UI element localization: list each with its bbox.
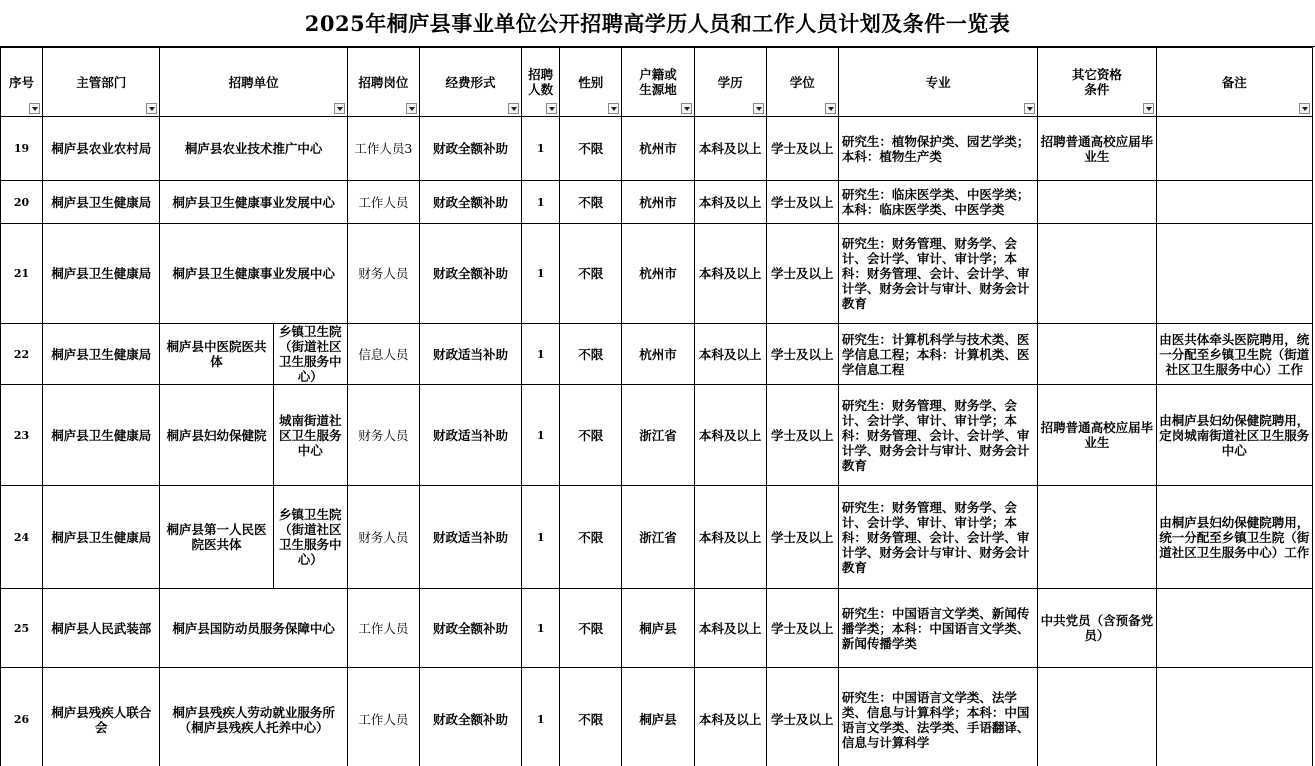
filter-dropdown-icon[interactable] (406, 103, 417, 114)
cell-post: 工作人员 (347, 181, 419, 224)
cell-subunit: 乡镇卫生院（街道社区卫生服务中心） (273, 324, 347, 385)
cell-funding: 财政全额补助 (419, 117, 521, 181)
cell-degree: 学士及以上 (766, 117, 838, 181)
cell-gender: 不限 (560, 117, 622, 181)
cell-unit: 桐庐县国防动员服务保障中心 (160, 589, 347, 668)
cell-dept: 桐庐县卫生健康局 (43, 224, 160, 324)
filter-dropdown-icon[interactable] (508, 103, 519, 114)
cell-degree: 学士及以上 (766, 324, 838, 385)
cell-origin: 桐庐县 (622, 589, 694, 668)
cell-post: 工作人员 (347, 668, 419, 766)
cell-unit: 桐庐县农业技术推广中心 (160, 117, 347, 181)
cell-count: 1 (522, 385, 560, 486)
cell-dept: 桐庐县人民武装部 (43, 589, 160, 668)
cell-edu: 本科及以上 (694, 324, 766, 385)
cell-note: 由医共体牵头医院聘用，统一分配至乡镇卫生院（街道社区卫生服务中心）工作 (1156, 324, 1312, 385)
cell-count: 1 (522, 324, 560, 385)
table-row (1, 117, 1313, 181)
cell-edu: 本科及以上 (694, 589, 766, 668)
cell-seq: 26 (1, 668, 43, 766)
cell-count: 1 (522, 668, 560, 766)
cell-note (1156, 224, 1312, 324)
cell-edu: 本科及以上 (694, 181, 766, 224)
table-row (1, 324, 1313, 385)
cell-dept: 桐庐县卫生健康局 (43, 385, 160, 486)
cell-count: 1 (522, 589, 560, 668)
cell-major: 研究生：植物保护类、园艺学类；本科：植物生产类 (838, 117, 1037, 181)
cell-count: 1 (522, 117, 560, 181)
cell-post: 财务人员 (347, 385, 419, 486)
cell-gender: 不限 (560, 385, 622, 486)
cell-subunit: 乡镇卫生院（街道社区卫生服务中心） (273, 486, 347, 589)
header-dept: 主管部门 (43, 48, 160, 117)
cell-seq: 19 (1, 117, 43, 181)
cell-funding: 财政适当补助 (419, 324, 521, 385)
cell-funding: 财政全额补助 (419, 589, 521, 668)
cell-dept: 桐庐县卫生健康局 (43, 486, 160, 589)
cell-seq: 24 (1, 486, 43, 589)
cell-dept: 桐庐县卫生健康局 (43, 324, 160, 385)
cell-other (1038, 668, 1156, 766)
cell-note (1156, 117, 1312, 181)
filter-dropdown-icon[interactable] (146, 103, 157, 114)
cell-origin: 浙江省 (622, 486, 694, 589)
cell-origin: 杭州市 (622, 324, 694, 385)
cell-unit: 桐庐县卫生健康事业发展中心 (160, 224, 347, 324)
cell-note (1156, 668, 1312, 766)
filter-dropdown-icon[interactable] (29, 103, 40, 114)
cell-other (1038, 224, 1156, 324)
header-unit: 招聘单位 (160, 48, 347, 117)
header-count: 招聘人数 (522, 48, 560, 117)
header-gender: 性别 (560, 48, 622, 117)
cell-edu: 本科及以上 (694, 117, 766, 181)
filter-dropdown-icon[interactable] (1024, 103, 1035, 114)
cell-post: 财务人员 (347, 224, 419, 324)
filter-dropdown-icon[interactable] (546, 103, 557, 114)
header-origin: 户籍或生源地 (622, 48, 694, 117)
cell-note (1156, 589, 1312, 668)
cell-gender: 不限 (560, 181, 622, 224)
cell-unit: 桐庐县残疾人劳动就业服务所（桐庐县残疾人托养中心） (160, 668, 347, 766)
cell-post: 工作人员 (347, 589, 419, 668)
cell-edu: 本科及以上 (694, 486, 766, 589)
cell-unit: 桐庐县卫生健康事业发展中心 (160, 181, 347, 224)
cell-other: 中共党员（含预备党员） (1038, 589, 1156, 668)
cell-major: 研究生：计算机科学与技术类、医学信息工程；本科：计算机类、医学信息工程 (838, 324, 1037, 385)
filter-dropdown-icon[interactable] (753, 103, 764, 114)
cell-seq: 21 (1, 224, 43, 324)
cell-count: 1 (522, 486, 560, 589)
table-row (1, 486, 1313, 589)
header-funding: 经费形式 (419, 48, 521, 117)
recruitment-table (0, 47, 1313, 766)
cell-funding: 财政全额补助 (419, 668, 521, 766)
table-row (1, 224, 1313, 324)
cell-edu: 本科及以上 (694, 385, 766, 486)
cell-funding: 财政全额补助 (419, 181, 521, 224)
cell-degree: 学士及以上 (766, 589, 838, 668)
cell-major: 研究生：中国语言文学类、法学类、信息与计算科学；本科：中国语言文学类、法学类、手语翻译、信息与计算科学 (838, 668, 1037, 766)
cell-edu: 本科及以上 (694, 668, 766, 766)
filter-dropdown-icon[interactable] (334, 103, 345, 114)
cell-seq: 20 (1, 181, 43, 224)
cell-gender: 不限 (560, 324, 622, 385)
cell-gender: 不限 (560, 589, 622, 668)
header-row (1, 48, 1313, 117)
header-degree: 学位 (766, 48, 838, 117)
filter-dropdown-icon[interactable] (825, 103, 836, 114)
cell-gender: 不限 (560, 224, 622, 324)
cell-major: 研究生：财务管理、财务学、会计、会计学、审计、审计学；本科：财务管理、会计、会计学、审计学、财务会计与审计、财务会计教育 (838, 486, 1037, 589)
cell-major: 研究生：临床医学类、中医学类；本科：临床医学类、中医学类 (838, 181, 1037, 224)
header-edu: 学历 (694, 48, 766, 117)
header-note: 备注 (1156, 48, 1312, 117)
cell-origin: 桐庐县 (622, 668, 694, 766)
header-seq: 序号 (1, 48, 43, 117)
cell-other (1038, 324, 1156, 385)
cell-dept: 桐庐县残疾人联合会 (43, 668, 160, 766)
cell-other (1038, 486, 1156, 589)
cell-other: 招聘普通高校应届毕业生 (1038, 385, 1156, 486)
cell-seq: 22 (1, 324, 43, 385)
header-post: 招聘岗位 (347, 48, 419, 117)
filter-dropdown-icon[interactable] (1299, 103, 1310, 114)
cell-degree: 学士及以上 (766, 224, 838, 324)
cell-origin: 杭州市 (622, 117, 694, 181)
cell-dept: 桐庐县卫生健康局 (43, 181, 160, 224)
cell-post: 信息人员 (347, 324, 419, 385)
cell-funding: 财政适当补助 (419, 486, 521, 589)
cell-gender: 不限 (560, 486, 622, 589)
table-row (1, 589, 1313, 668)
table-row (1, 668, 1313, 766)
cell-origin: 浙江省 (622, 385, 694, 486)
cell-post: 工作人员3 (347, 117, 419, 181)
cell-funding: 财政全额补助 (419, 224, 521, 324)
filter-dropdown-icon[interactable] (608, 103, 619, 114)
cell-unit: 桐庐县第一人民医院医共体 (160, 486, 273, 589)
cell-origin: 杭州市 (622, 224, 694, 324)
cell-dept: 桐庐县农业农村局 (43, 117, 160, 181)
cell-major: 研究生：财务管理、财务学、会计、会计学、审计、审计学；本科：财务管理、会计、会计学、审计学、财务会计与审计、财务会计教育 (838, 385, 1037, 486)
header-major: 专业 (838, 48, 1037, 117)
table-row (1, 181, 1313, 224)
cell-unit: 桐庐县中医院医共体 (160, 324, 273, 385)
header-other: 其它资格条件 (1038, 48, 1156, 117)
cell-degree: 学士及以上 (766, 385, 838, 486)
cell-note (1156, 181, 1312, 224)
cell-major: 研究生：财务管理、财务学、会计、会计学、审计、审计学；本科：财务管理、会计、会计学、审计学、财务会计与审计、财务会计教育 (838, 224, 1037, 324)
cell-note: 由桐庐县妇幼保健院聘用，统一分配至乡镇卫生院（街道社区卫生服务中心）工作 (1156, 486, 1312, 589)
cell-seq: 25 (1, 589, 43, 668)
cell-funding: 财政适当补助 (419, 385, 521, 486)
cell-count: 1 (522, 224, 560, 324)
cell-subunit: 城南街道社区卫生服务中心 (273, 385, 347, 486)
cell-degree: 学士及以上 (766, 181, 838, 224)
cell-seq: 23 (1, 385, 43, 486)
cell-post: 财务人员 (347, 486, 419, 589)
cell-note: 由桐庐县妇幼保健院聘用，定岗城南街道社区卫生服务中心 (1156, 385, 1312, 486)
cell-other: 招聘普通高校应届毕业生 (1038, 117, 1156, 181)
cell-degree: 学士及以上 (766, 486, 838, 589)
cell-other (1038, 181, 1156, 224)
table-row (1, 385, 1313, 486)
cell-degree: 学士及以上 (766, 668, 838, 766)
sheet-title: 2025年桐庐县事业单位公开招聘高学历人员和工作人员计划及条件一览表 (0, 0, 1315, 47)
filter-dropdown-icon[interactable] (1143, 103, 1154, 114)
filter-dropdown-icon[interactable] (681, 103, 692, 114)
cell-unit: 桐庐县妇幼保健院 (160, 385, 273, 486)
cell-count: 1 (522, 181, 560, 224)
cell-major: 研究生：中国语言文学类、新闻传播学类；本科：中国语言文学类、新闻传播学类 (838, 589, 1037, 668)
cell-gender: 不限 (560, 668, 622, 766)
cell-origin: 杭州市 (622, 181, 694, 224)
cell-edu: 本科及以上 (694, 224, 766, 324)
